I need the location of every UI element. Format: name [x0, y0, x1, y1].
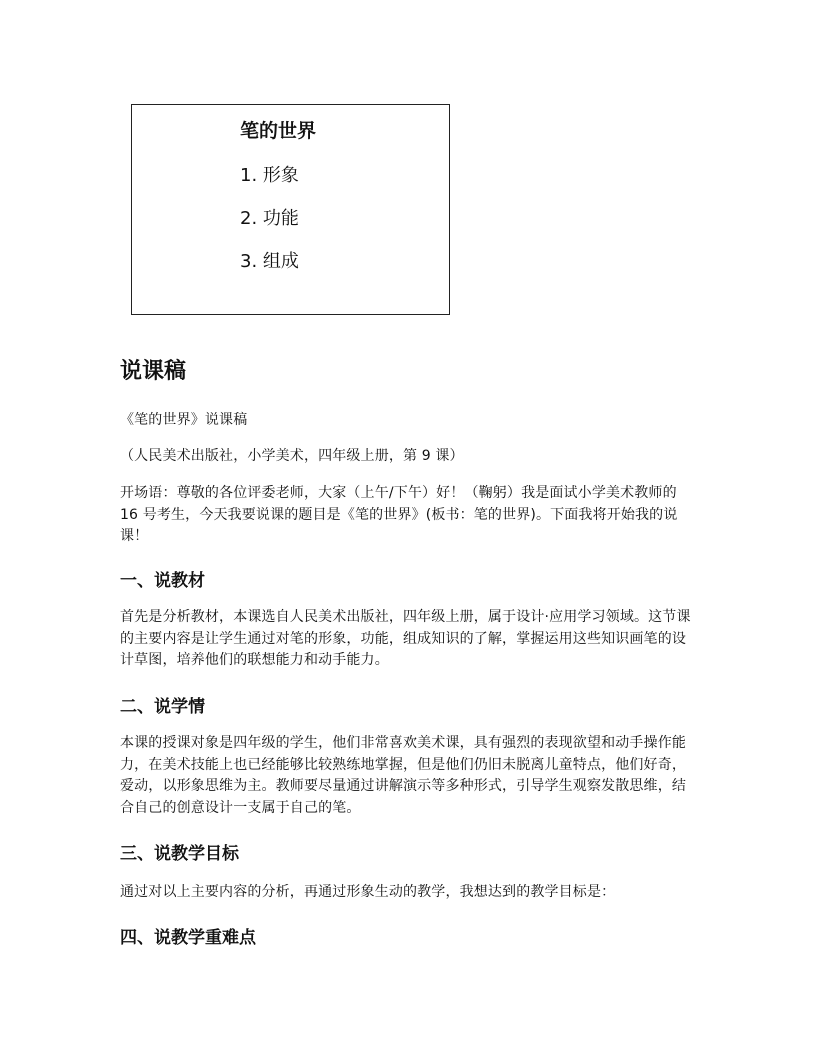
section-heading-students: 二、说学情 — [120, 697, 205, 717]
section-heading-objectives: 三、说教学目标 — [120, 844, 239, 864]
section-body-objectives: 通过对以上主要内容的分析，再通过形象生动的教学，我想达到的教学目标是： — [120, 884, 616, 900]
lesson-subtitle: 《笔的世界》说课稿 — [120, 412, 248, 428]
section-body-students: 本课的授课对象是四年级的学生，他们非常喜欢美术课，具有强烈的表现欲望和动手操作能力，在美术技能上也已经能够比较熟练地掌握，但是他们仍旧未脱离儿童特点，他们好奇，爱动，以形象思维为主。教师要尽量通过讲解演示等多种形式，引导学生观察发散思维，结合自己的创意设计一支属于自己的笔。 — [120, 735, 686, 816]
section-heading-key-points: 四、说教学重难点 — [120, 928, 256, 948]
blackboard-item-3: 3. 组成 — [240, 251, 299, 272]
blackboard-item-1: 1. 形象 — [240, 165, 299, 186]
lesson-source: （人民美术出版社，小学美术，四年级上册，第 9 课） — [120, 448, 464, 464]
blackboard-title: 笔的世界 — [240, 120, 317, 142]
section-heading-textbook: 一、说教材 — [120, 571, 205, 591]
blackboard-box — [131, 104, 450, 315]
blackboard-item-2: 2. 功能 — [240, 208, 299, 229]
document-title: 说课稿 — [120, 359, 187, 384]
section-body-textbook: 首先是分析教材，本课选自人民美术出版社，四年级上册，属于设计·应用学习领域。这节课的主要内容是让学生通过对笔的形象，功能，组成知识的了解，掌握运用这些知识画笔的设计草图，培养他们的联想能力和动手能力。 — [120, 609, 691, 668]
intro-paragraph: 开场语：尊敬的各位评委老师，大家（上午/下午）好！（鞠躬）我是面试小学美术教师的 16 号考生，今天我要说课的题目是《笔的世界》(板书：笔的世界)。下面我将开始我的说课！ — [120, 485, 678, 544]
